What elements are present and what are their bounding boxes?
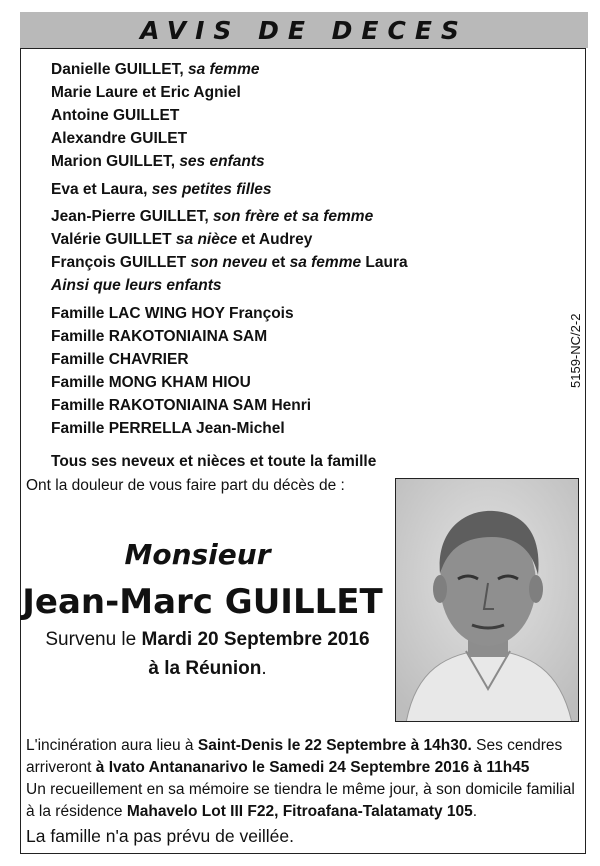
member-name: Eva et Laura,: [51, 181, 152, 198]
portrait-image: [396, 479, 579, 722]
cremation-place-date: Saint-Denis le 22 Septembre à 14h30.: [197, 737, 472, 754]
member-name: et: [267, 254, 290, 271]
family-member-line: [51, 61, 259, 79]
family-member-line: [51, 305, 294, 323]
family-member-line: [51, 208, 373, 226]
portrait-photo: [395, 478, 579, 722]
deceased-title: Monsieur: [124, 538, 271, 571]
deceased-name: Jean-Marc GUILLET: [22, 582, 383, 622]
relation-text: ses enfants: [179, 153, 265, 170]
details-line-1: [26, 736, 582, 755]
relation-text: sa femme: [187, 61, 260, 78]
member-name: Tous ses neveux et nièces et toute la famille: [51, 453, 377, 470]
family-member-line: [51, 453, 376, 471]
family-member-line: [51, 328, 267, 346]
details-line-3: Un recueillement en sa mémoire se tiendra le même jour, à son domicile familial: [26, 781, 575, 798]
details-line-4: [26, 802, 582, 821]
ashes-arrival: à Ivato Antananarivo le Samedi 24 Septembre 2016 à 11h45: [95, 759, 530, 776]
family-member-line: [51, 107, 179, 125]
reference-code: 5159-NC/2-2: [568, 313, 583, 388]
death-date-prefix: Survenu le: [45, 629, 142, 650]
family-member-line: [51, 374, 251, 392]
notice-title: AVIS DE DECES: [140, 15, 468, 45]
relation-text: sa femme: [289, 254, 362, 271]
details-text: L'incinération aura lieu à: [26, 737, 198, 754]
member-name: Jean-Pierre GUILLET,: [51, 208, 213, 225]
family-member-line: [51, 84, 241, 102]
member-name: Alexandre GUILET: [51, 130, 188, 147]
family-member-line: [51, 351, 189, 369]
member-name: Famille RAKOTONIAINA SAM Henri: [51, 397, 312, 414]
relation-text: son neveu: [190, 254, 268, 271]
member-name: Danielle GUILLET,: [51, 61, 188, 78]
family-member-line: [51, 181, 272, 199]
member-name: Famille CHAVRIER: [51, 351, 189, 368]
member-name: Famille LAC WING HOY François: [51, 305, 294, 322]
details-line-2: [26, 758, 582, 777]
details-text: Ses cendres: [471, 737, 563, 754]
details-text: .: [472, 803, 478, 820]
death-place-period: .: [261, 658, 267, 679]
details-text: arriveront: [26, 759, 96, 776]
death-place: à la Réunion: [148, 658, 262, 679]
death-date: Mardi 20 Septembre 2016: [141, 629, 370, 650]
notice-header: [20, 12, 588, 48]
family-member-line: [51, 130, 187, 148]
death-date-line: [0, 629, 415, 651]
family-member-line: [51, 231, 312, 249]
relation-text: ses petites filles: [151, 181, 272, 198]
family-member-line: [51, 277, 222, 295]
family-member-line: [51, 420, 285, 438]
member-name: Valérie GUILLET: [51, 231, 176, 248]
member-name: Antoine GUILLET: [51, 107, 180, 124]
death-place-line: [0, 658, 415, 680]
member-name: Famille RAKOTONIAINA SAM: [51, 328, 268, 345]
family-member-line: [51, 397, 311, 415]
member-name: et Audrey: [237, 231, 313, 248]
member-name: Marion GUILLET,: [51, 153, 180, 170]
member-name: François GUILLET: [51, 254, 191, 271]
family-member-line: [51, 153, 265, 171]
relation-text: sa nièce: [175, 231, 238, 248]
residence-address: Mahavelo Lot III F22, Fitroafana-Talatamaty 105: [126, 803, 473, 820]
relation-text: son frère et sa femme: [212, 208, 374, 225]
details-text: à la résidence: [26, 803, 127, 820]
member-name: Famille MONG KHAM HIOU: [51, 374, 251, 391]
member-name: Marie Laure et Eric Agniel: [51, 84, 241, 101]
member-name: Famille PERRELLA Jean-Michel: [51, 420, 285, 437]
member-name: Laura: [361, 254, 408, 271]
no-vigil-note: La famille n'a pas prévu de veillée.: [26, 826, 294, 846]
relation-text: Ainsi que leurs enfants: [51, 277, 222, 294]
family-member-line: [51, 254, 408, 272]
announcement-intro: Ont la douleur de vous faire part du décès de :: [26, 477, 345, 494]
